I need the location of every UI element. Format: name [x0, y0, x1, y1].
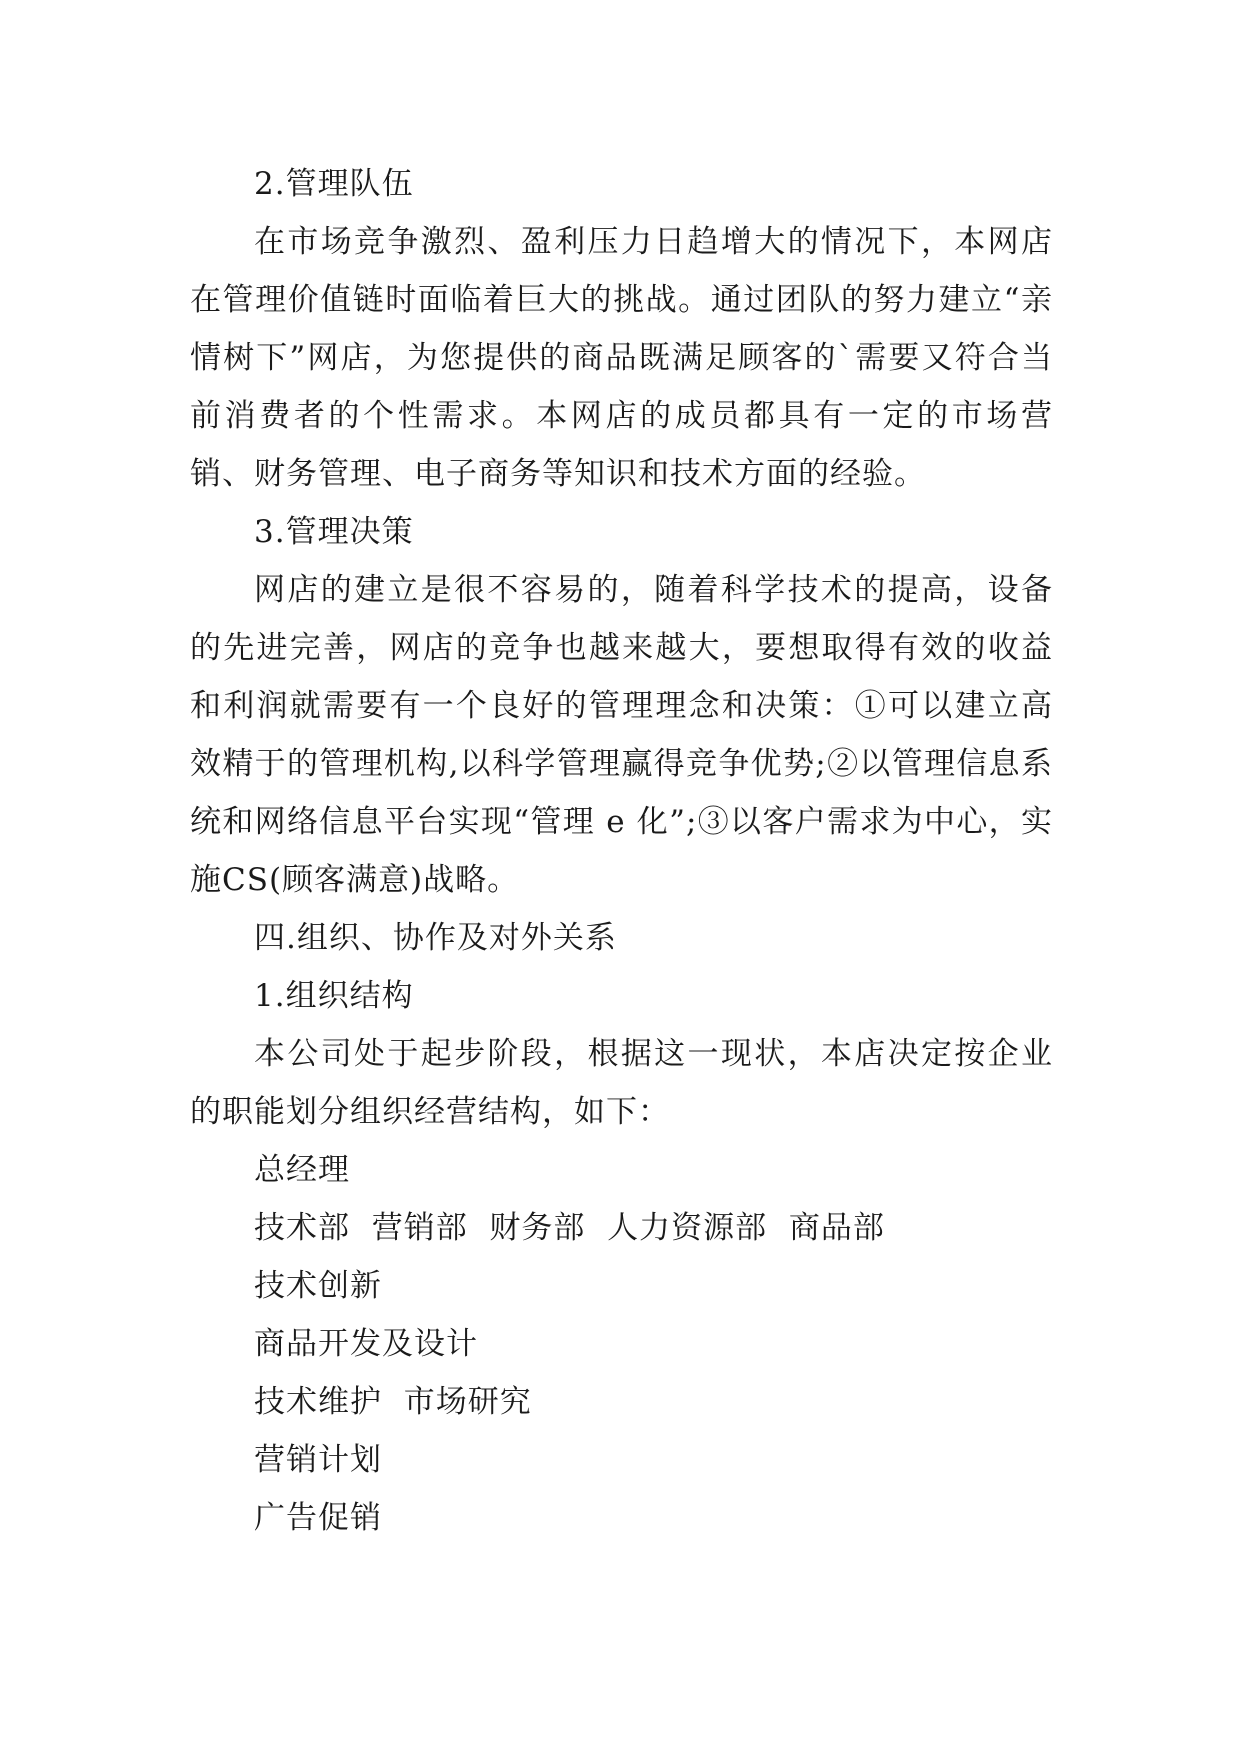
paragraph-organization-structure: 本公司处于起步阶段，根据这一现状，本店决定按企业的职能划分组织经营结构，如下： — [190, 1036, 1053, 1130]
heading-management-team: 2.管理队伍 — [254, 166, 414, 202]
paragraph-management-team: 在市场竞争激烈、盈利压力日趋增大的情况下，本网店在管理价值链时面临着巨大的挑战。通过团队的努力建立“亲情树下”网店，为您提供的商品既满足顾客的`需要又符合当前消费者的个性需求。本网店的成员都具有一定的市场营销、财务管理、电子商务等知识和技术方面的经验。 — [190, 224, 1053, 492]
org-item-tech-innovation: 技术创新 — [254, 1268, 382, 1304]
org-item-marketing-plan: 营销计划 — [254, 1442, 382, 1478]
org-item-tech-maintenance-research: 技术维护 市场研究 — [254, 1384, 532, 1420]
org-item-departments: 技术部 营销部 财务部 人力资源部 商品部 — [254, 1210, 885, 1246]
document-body — [190, 155, 1053, 1547]
org-item-general-manager: 总经理 — [254, 1152, 350, 1188]
paragraph-management-decision: 网店的建立是很不容易的，随着科学技术的提高，设备的先进完善，网店的竞争也越来越大，要想取得有效的收益和利润就需要有一个良好的管理理念和决策：①可以建立高效精于的管理机构,以科学管理赢得竞争优势;②以管理信息系统和网络信息平台实现“管理 e 化”;③以客户需求为中心，实施CS(顾客满意)战略。 — [190, 572, 1053, 898]
org-item-advertising: 广告促销 — [254, 1500, 382, 1536]
heading-management-decision: 3.管理决策 — [254, 514, 414, 550]
heading-section-four: 四.组织、协作及对外关系 — [254, 920, 617, 956]
org-item-product-development: 商品开发及设计 — [254, 1326, 478, 1362]
heading-organization-structure: 1.组织结构 — [254, 978, 414, 1014]
